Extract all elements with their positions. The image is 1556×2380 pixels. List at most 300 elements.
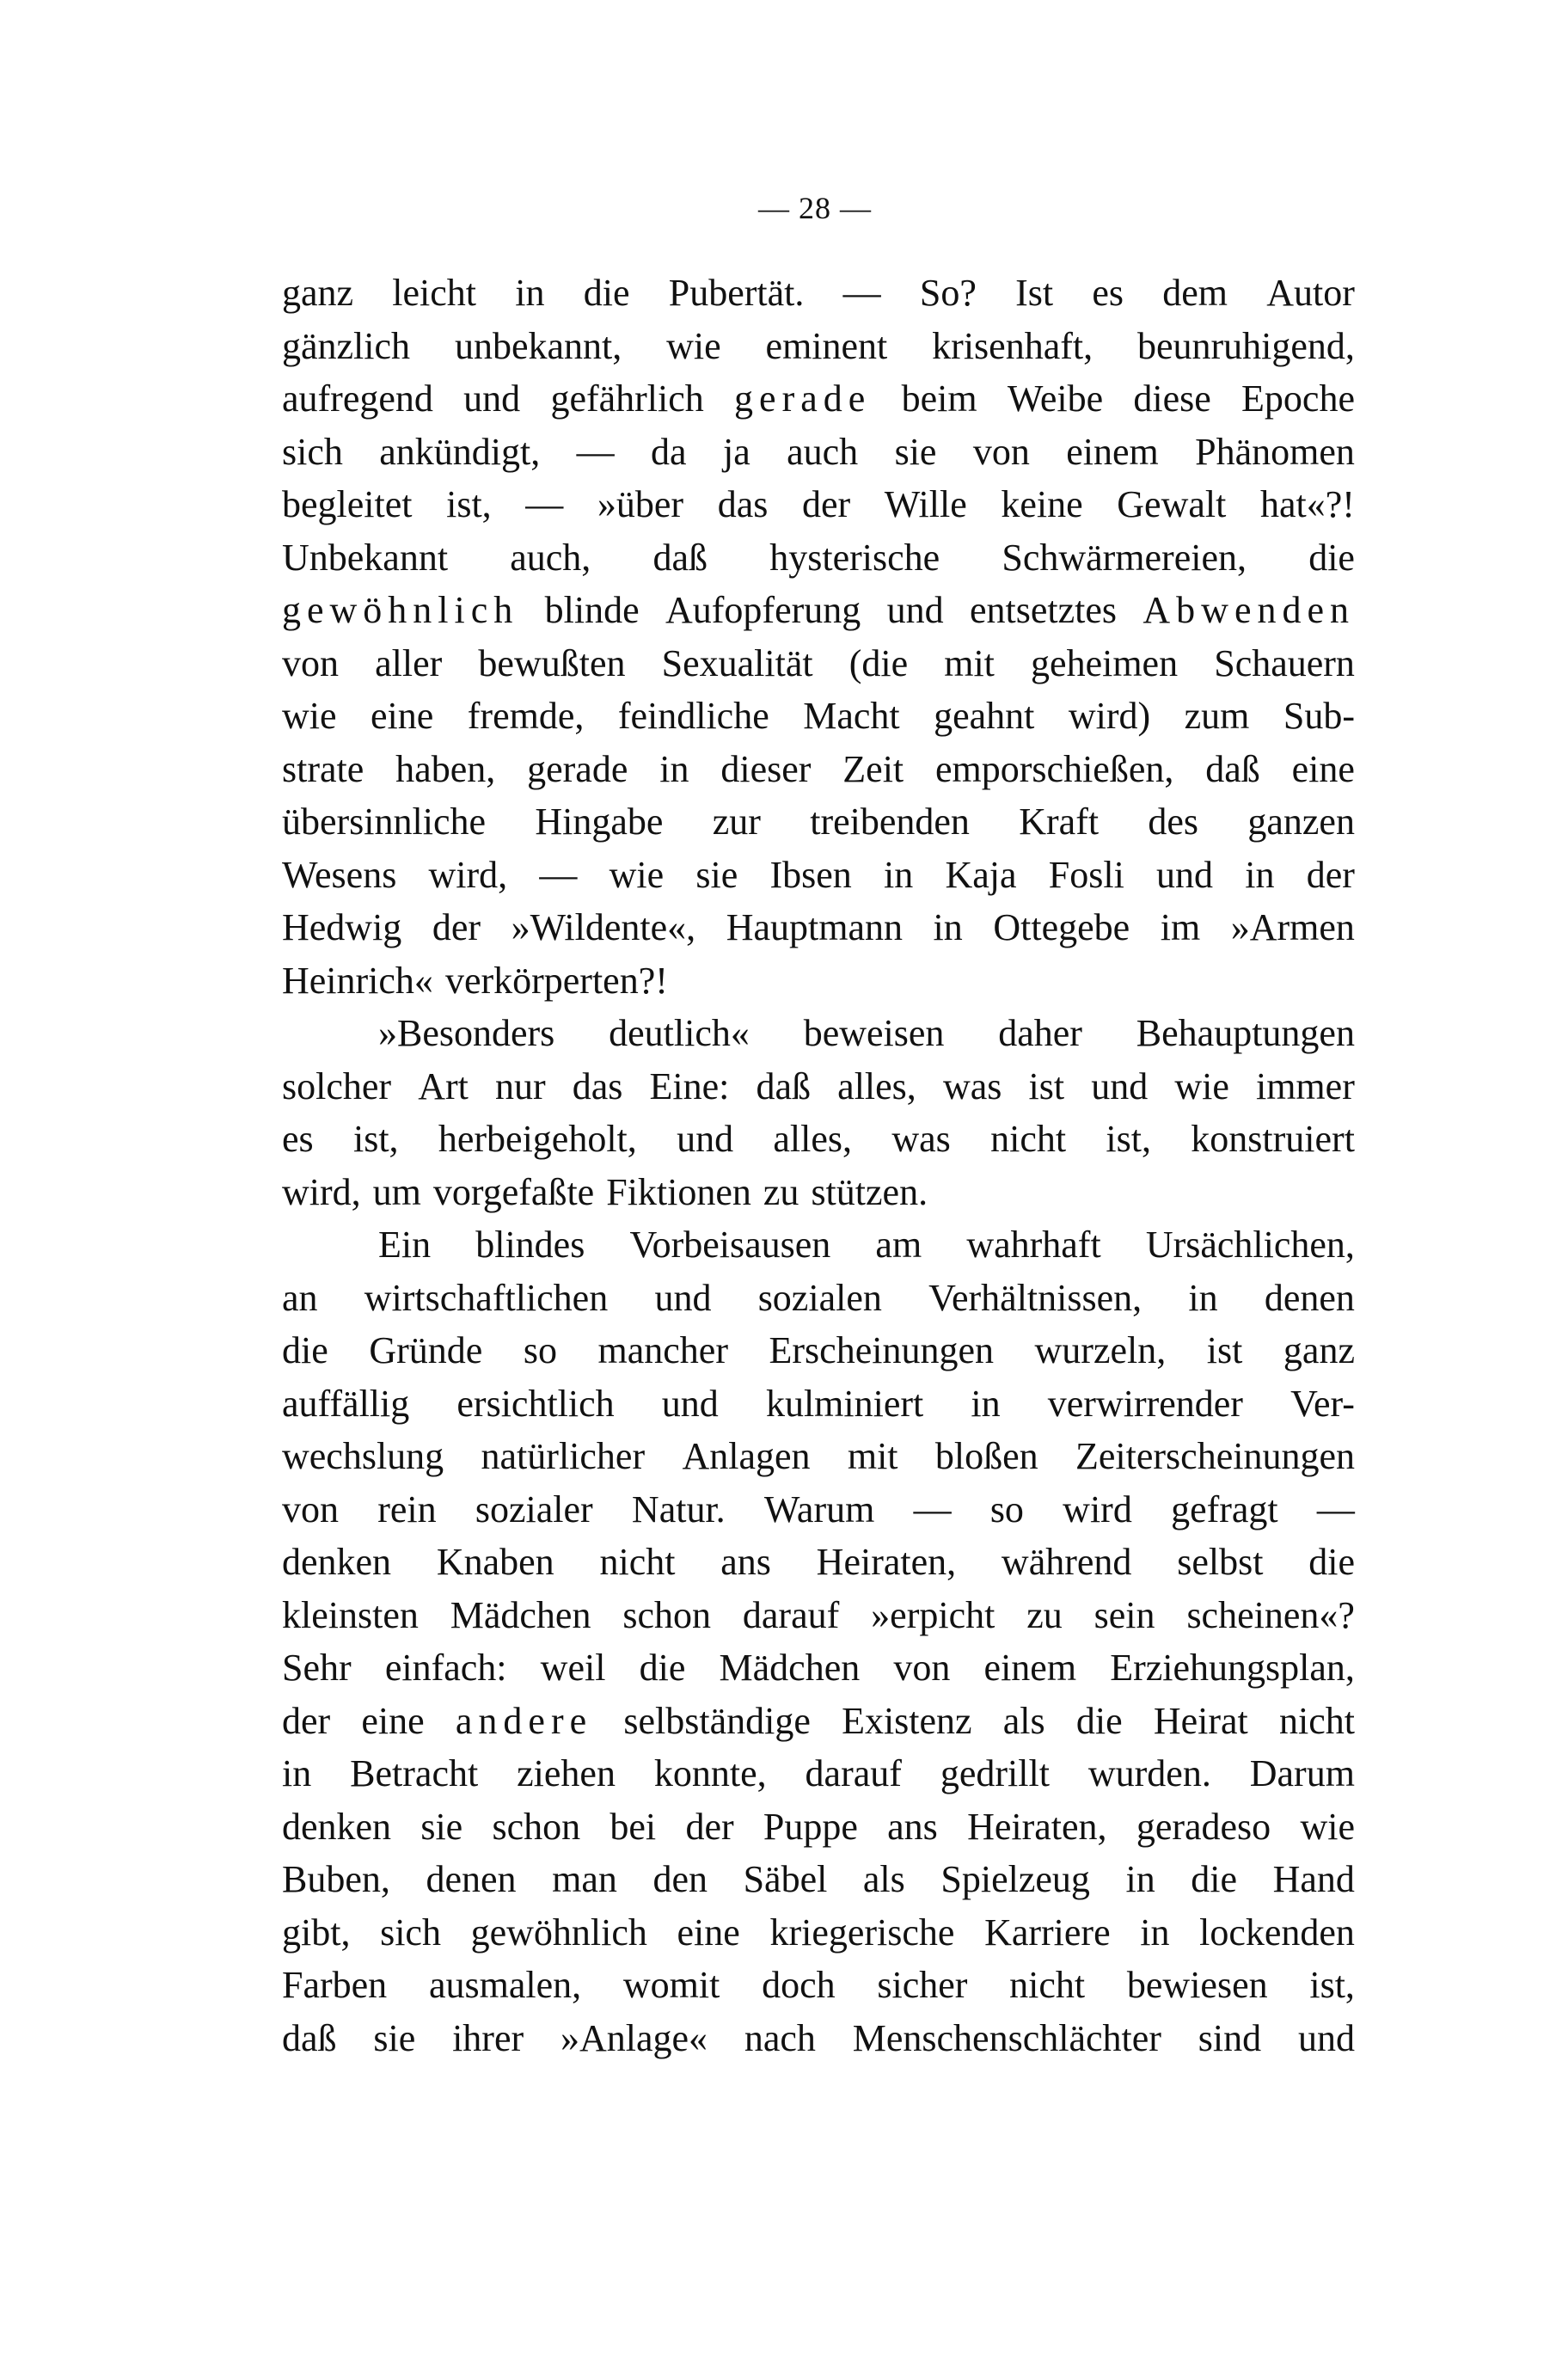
word: daher (998, 1012, 1082, 1054)
word: in (659, 747, 689, 790)
word: keine (1001, 483, 1083, 525)
word: beunruhigend, (1137, 324, 1355, 367)
word: kulminiert (765, 1382, 924, 1425)
word: Heiraten, (967, 1805, 1107, 1848)
word: in (884, 853, 914, 896)
word: gefragt (1171, 1488, 1278, 1530)
word: ersichtlich (456, 1382, 615, 1425)
word: deutlich« (609, 1012, 750, 1054)
word: zum (1184, 695, 1250, 737)
word: nicht (599, 1541, 676, 1583)
word: Erziehungsplan, (1110, 1647, 1355, 1689)
word: (die (848, 641, 909, 684)
word: der (1306, 853, 1355, 896)
text-line (282, 1853, 1355, 1906)
word: Sub- (1283, 695, 1355, 737)
word: strate (282, 747, 364, 790)
word: die (282, 1329, 328, 1371)
word: da (651, 430, 687, 473)
word: der (282, 1699, 331, 1742)
word: an (282, 1276, 318, 1319)
word: und (1297, 2016, 1355, 2059)
word: gedrillt (940, 1752, 1050, 1794)
word: andere (455, 1699, 593, 1742)
word: nur (494, 1064, 546, 1107)
word: »Anlage« (560, 2016, 708, 2059)
word: ist, (1309, 1964, 1355, 2006)
word: sich (380, 1911, 441, 1954)
word: um (372, 1170, 421, 1213)
word: ist (1206, 1329, 1243, 1371)
text-line (282, 372, 1355, 426)
word: Autor (1266, 272, 1355, 314)
word: die (1308, 1541, 1355, 1583)
word: was (942, 1064, 1002, 1107)
text-line (282, 584, 1355, 637)
word: Mädchen (450, 1593, 591, 1636)
word: »erpicht (871, 1593, 995, 1636)
word: Epoche (1241, 377, 1355, 420)
word: zur (712, 800, 761, 843)
word: den (652, 1858, 708, 1900)
word: in (1125, 1858, 1155, 1900)
word: Ibsen (769, 853, 852, 896)
word: denen (1264, 1276, 1355, 1319)
word: natürlicher (481, 1435, 646, 1477)
word: ihrer (452, 2016, 524, 2059)
text-line (282, 426, 1355, 479)
word: dem (1162, 272, 1228, 314)
word: das (717, 483, 769, 525)
word: Menschenschlächter (852, 2016, 1161, 2059)
word: gefährlich (550, 377, 704, 420)
word: — (525, 483, 564, 525)
word: bewiesen (1126, 1964, 1268, 2006)
word: »Wildente«, (511, 906, 696, 948)
word: Hedwig (282, 906, 402, 948)
word: herbeigeholt, (438, 1118, 637, 1160)
word: Ottegebe (993, 906, 1130, 948)
word: ganz (282, 272, 354, 314)
word: einem (983, 1647, 1077, 1689)
word: Karriere (984, 1911, 1111, 1954)
word: — (576, 430, 615, 473)
word: vorgefaßte (432, 1170, 595, 1213)
word: Behauptungen (1136, 1012, 1355, 1054)
page-number: — 28 — (758, 191, 872, 225)
word: ja (722, 430, 750, 473)
word: Ist (1015, 272, 1054, 314)
text-line (282, 1113, 1355, 1166)
word: und (677, 1118, 734, 1160)
word: auch (787, 430, 859, 473)
word: blinde (544, 589, 640, 631)
text-line (282, 1272, 1355, 1325)
word: konnte, (653, 1752, 767, 1794)
word: gewöhnlich (470, 1911, 647, 1954)
word: Macht (803, 695, 900, 737)
word: Hand (1272, 1858, 1355, 1900)
word: daß (282, 2016, 337, 2059)
word: eine (371, 695, 434, 737)
word: eine (361, 1699, 425, 1742)
word: Pubertät. (668, 272, 805, 314)
word: einfach: (384, 1647, 507, 1689)
word: wie (609, 853, 665, 896)
text-line (282, 1959, 1355, 2012)
text-line (282, 637, 1355, 690)
word: in (1140, 1911, 1170, 1954)
word: treibenden (810, 800, 970, 843)
word: alles, (837, 1064, 916, 1107)
word: von (282, 1488, 339, 1530)
word: wird, (428, 853, 508, 896)
word: wie (666, 324, 721, 367)
text-line (282, 320, 1355, 373)
word: in (933, 906, 963, 948)
word: scheinen«? (1186, 1593, 1355, 1636)
word: Erscheinungen (769, 1329, 994, 1371)
word: ist, (446, 483, 492, 525)
word: bei (610, 1805, 657, 1848)
word: Eine: (649, 1064, 730, 1107)
text-line (282, 267, 1355, 320)
word: geahnt (934, 695, 1035, 737)
word: hysterische (769, 536, 940, 579)
word: und (886, 589, 944, 631)
word: daß (1205, 747, 1260, 790)
word: Aufopferung (665, 589, 861, 631)
word: kleinsten (282, 1593, 419, 1636)
word: eine (677, 1911, 740, 1954)
word: es (1092, 272, 1124, 314)
word: gewöhnlich (282, 589, 519, 631)
word: — (842, 272, 881, 314)
word: nicht (1009, 1964, 1086, 2006)
word: wie (1300, 1805, 1355, 1848)
word: Natur. (631, 1488, 726, 1530)
text-line (282, 795, 1355, 849)
word: konstruiert (1191, 1118, 1355, 1160)
word: von (893, 1647, 951, 1689)
word: Hauptmann (726, 906, 903, 948)
word: nicht (990, 1118, 1067, 1160)
word: und (661, 1382, 719, 1425)
word: Zeit (842, 747, 904, 790)
word: Heirat (1153, 1699, 1248, 1742)
text-line (282, 849, 1355, 902)
word: Gewalt (1117, 483, 1227, 525)
word: ist, (352, 1118, 399, 1160)
word: dieser (720, 747, 812, 790)
text-line (282, 1483, 1355, 1537)
word: lockenden (1199, 1911, 1355, 1954)
word: als (1002, 1699, 1045, 1742)
word: Wesens (282, 853, 397, 896)
text-line (282, 1060, 1355, 1113)
word: in (1245, 853, 1275, 896)
text-line (282, 1324, 1355, 1377)
word: schon (492, 1805, 581, 1848)
word: emporschießen, (935, 747, 1174, 790)
text-line (282, 1695, 1355, 1748)
text-line (282, 1166, 1355, 1219)
word: denken (282, 1541, 392, 1583)
word: Fosli (1048, 853, 1124, 896)
word: wahrhaft (966, 1224, 1101, 1266)
word: denen (426, 1858, 517, 1900)
word: selbst (1177, 1541, 1264, 1583)
word: wie (1174, 1064, 1229, 1107)
word: wird (1063, 1488, 1132, 1530)
word: Hingabe (535, 800, 664, 843)
text-line (282, 1906, 1355, 1960)
word: zu (763, 1170, 799, 1213)
word: wechslung (282, 1435, 444, 1477)
word: Zeiterscheinungen (1075, 1435, 1355, 1477)
word: mit (847, 1435, 898, 1477)
word: als (862, 1858, 905, 1900)
word: verkörperten?! (444, 959, 668, 1002)
text-line (282, 901, 1355, 954)
text-line (282, 1641, 1355, 1695)
word: immer (1255, 1064, 1355, 1107)
word: das (572, 1064, 623, 1107)
word: ist, (1106, 1118, 1151, 1160)
word: denken (282, 1805, 392, 1848)
word: Fiktionen (606, 1170, 751, 1213)
word: sie (420, 1805, 463, 1848)
word: es (282, 1118, 314, 1160)
text-line (282, 1377, 1355, 1431)
word: beim (901, 377, 977, 420)
text-line (282, 1589, 1355, 1642)
word: Vorbeisausen (629, 1224, 831, 1266)
word: Kaja (945, 853, 1017, 896)
word: Warum (763, 1488, 875, 1530)
word: verwirrender (1047, 1382, 1243, 1425)
word: Darum (1249, 1752, 1355, 1794)
word: sich (282, 430, 343, 473)
word: womit (622, 1964, 720, 2006)
word: solcher (282, 1064, 392, 1107)
word: daß (756, 1064, 812, 1107)
word: sein (1093, 1593, 1155, 1636)
word: feindliche (617, 695, 769, 737)
word: Ein (378, 1224, 432, 1266)
word: sind (1198, 2016, 1262, 2059)
word: weil (540, 1647, 606, 1689)
word: geradeso (1136, 1805, 1271, 1848)
word: doch (762, 1964, 836, 2006)
word: alles, (773, 1118, 853, 1160)
word: Sehr (282, 1647, 352, 1689)
word: wie (282, 695, 337, 737)
word: die (1191, 1858, 1238, 1900)
text-line (282, 743, 1355, 796)
word: der (685, 1805, 734, 1848)
word: geheimen (1031, 641, 1179, 684)
word: entsetztes (969, 589, 1118, 631)
word: nicht (1278, 1699, 1355, 1742)
word: Farben (282, 1964, 388, 2006)
word: im (1160, 906, 1201, 948)
word: gerade (527, 747, 628, 790)
text-line (282, 531, 1355, 585)
word: ans (720, 1541, 771, 1583)
word: Buben, (282, 1858, 390, 1900)
word: ganzen (1247, 800, 1355, 843)
text-line (282, 1007, 1355, 1060)
word: in (515, 272, 545, 314)
word: mit (944, 641, 995, 684)
word: Wille (884, 483, 967, 525)
word: gibt, (282, 1911, 351, 1954)
word: Mädchen (719, 1647, 861, 1689)
word: während (1001, 1541, 1132, 1583)
word: Heinrich« (282, 959, 433, 1002)
word: ankündigt, (379, 430, 541, 473)
word: des (1148, 800, 1199, 843)
word: fremde, (467, 695, 585, 737)
word: sie (695, 853, 738, 896)
word: gänzlich (282, 324, 411, 367)
text-line (282, 954, 1355, 1008)
word: diese (1133, 377, 1211, 420)
text-line (282, 1536, 1355, 1589)
word: wirtschaftlichen (364, 1276, 609, 1319)
word: und (463, 377, 521, 420)
word: daß (652, 536, 708, 579)
word: Heiraten, (816, 1541, 957, 1583)
word: die (639, 1647, 686, 1689)
word: wird, (282, 1170, 361, 1213)
word: Art (418, 1064, 469, 1107)
word: übersinnliche (282, 800, 487, 843)
word: in (971, 1382, 1001, 1425)
word: stützen. (811, 1170, 928, 1213)
text-line (282, 1800, 1355, 1854)
word: Verhältnissen, (928, 1276, 1142, 1319)
word: auch, (510, 536, 591, 579)
word: so (523, 1329, 557, 1371)
word: Spielzeug (940, 1858, 1090, 1900)
word: in (282, 1752, 312, 1794)
word: rein (377, 1488, 437, 1530)
word: die (1075, 1699, 1123, 1742)
word: eine (1291, 747, 1355, 790)
word: sozialer (475, 1488, 593, 1530)
word: bloßen (934, 1435, 1038, 1477)
word: Gründe (369, 1329, 483, 1371)
word: Anlagen (682, 1435, 811, 1477)
word: zu (1026, 1593, 1063, 1636)
text-line (282, 478, 1355, 531)
word: Kraft (1019, 800, 1100, 843)
word: man (552, 1858, 617, 1900)
word: wurzeln, (1034, 1329, 1167, 1371)
word: sicher (877, 1964, 968, 2006)
word: beweisen (803, 1012, 945, 1054)
word: und (654, 1276, 712, 1319)
word: ans (887, 1805, 938, 1848)
word: von (282, 641, 339, 684)
word: bewußten (478, 641, 626, 684)
word: am (875, 1224, 922, 1266)
word: Knaben (436, 1541, 554, 1583)
word: gerade (734, 377, 872, 420)
word: einem (1066, 430, 1159, 473)
word: die (1308, 536, 1355, 579)
word: aufregend (282, 377, 433, 420)
word: Betracht (350, 1752, 479, 1794)
word: der (432, 906, 481, 948)
body-text (282, 267, 1355, 2064)
text-line (282, 1430, 1355, 1483)
word: Sexualität (661, 641, 813, 684)
word: unbekannt, (454, 324, 622, 367)
word: haben, (395, 747, 496, 790)
word: ziehen (517, 1752, 616, 1794)
word: selbständige (623, 1699, 811, 1742)
word: was (891, 1118, 951, 1160)
word: von (972, 430, 1030, 473)
word: — (913, 1488, 952, 1530)
word: wird) (1068, 695, 1151, 737)
word: Säbel (743, 1858, 828, 1900)
word: und (1156, 853, 1214, 896)
word: Phänomen (1195, 430, 1355, 473)
word: eminent (765, 324, 888, 367)
word: Existenz (842, 1699, 972, 1742)
word: Weibe (1007, 377, 1104, 420)
text-line (282, 1218, 1355, 1272)
word: so (989, 1488, 1024, 1530)
word: ganz (1283, 1329, 1355, 1371)
word: So? (919, 272, 977, 314)
word: — (539, 853, 578, 896)
word: in (1188, 1276, 1218, 1319)
word: — (1316, 1488, 1355, 1530)
word: Ver- (1290, 1382, 1355, 1425)
word: wurden. (1087, 1752, 1211, 1794)
text-line (282, 1747, 1355, 1800)
word: Ursächlichen, (1145, 1224, 1355, 1266)
word: begleitet (282, 483, 413, 525)
word: darauf (742, 1593, 840, 1636)
word: kriegerische (769, 1911, 955, 1954)
word: blindes (475, 1224, 585, 1266)
word: nach (744, 2016, 816, 2059)
word: und (1091, 1064, 1149, 1107)
word: sie (373, 2016, 416, 2059)
word: krisenhaft, (932, 324, 1093, 367)
word: hat«?! (1259, 483, 1355, 525)
word: »über (597, 483, 684, 525)
word: Schwärmereien, (1002, 536, 1247, 579)
word: aller (375, 641, 443, 684)
word: mancher (597, 1329, 728, 1371)
word: die (583, 272, 630, 314)
word: der (801, 483, 851, 525)
word: auffällig (282, 1382, 410, 1425)
word: Unbekannt (282, 536, 449, 579)
word: Abwenden (1142, 589, 1355, 631)
word: Puppe (763, 1805, 858, 1848)
text-line (282, 690, 1355, 743)
word: darauf (805, 1752, 902, 1794)
word: leicht (392, 272, 477, 314)
